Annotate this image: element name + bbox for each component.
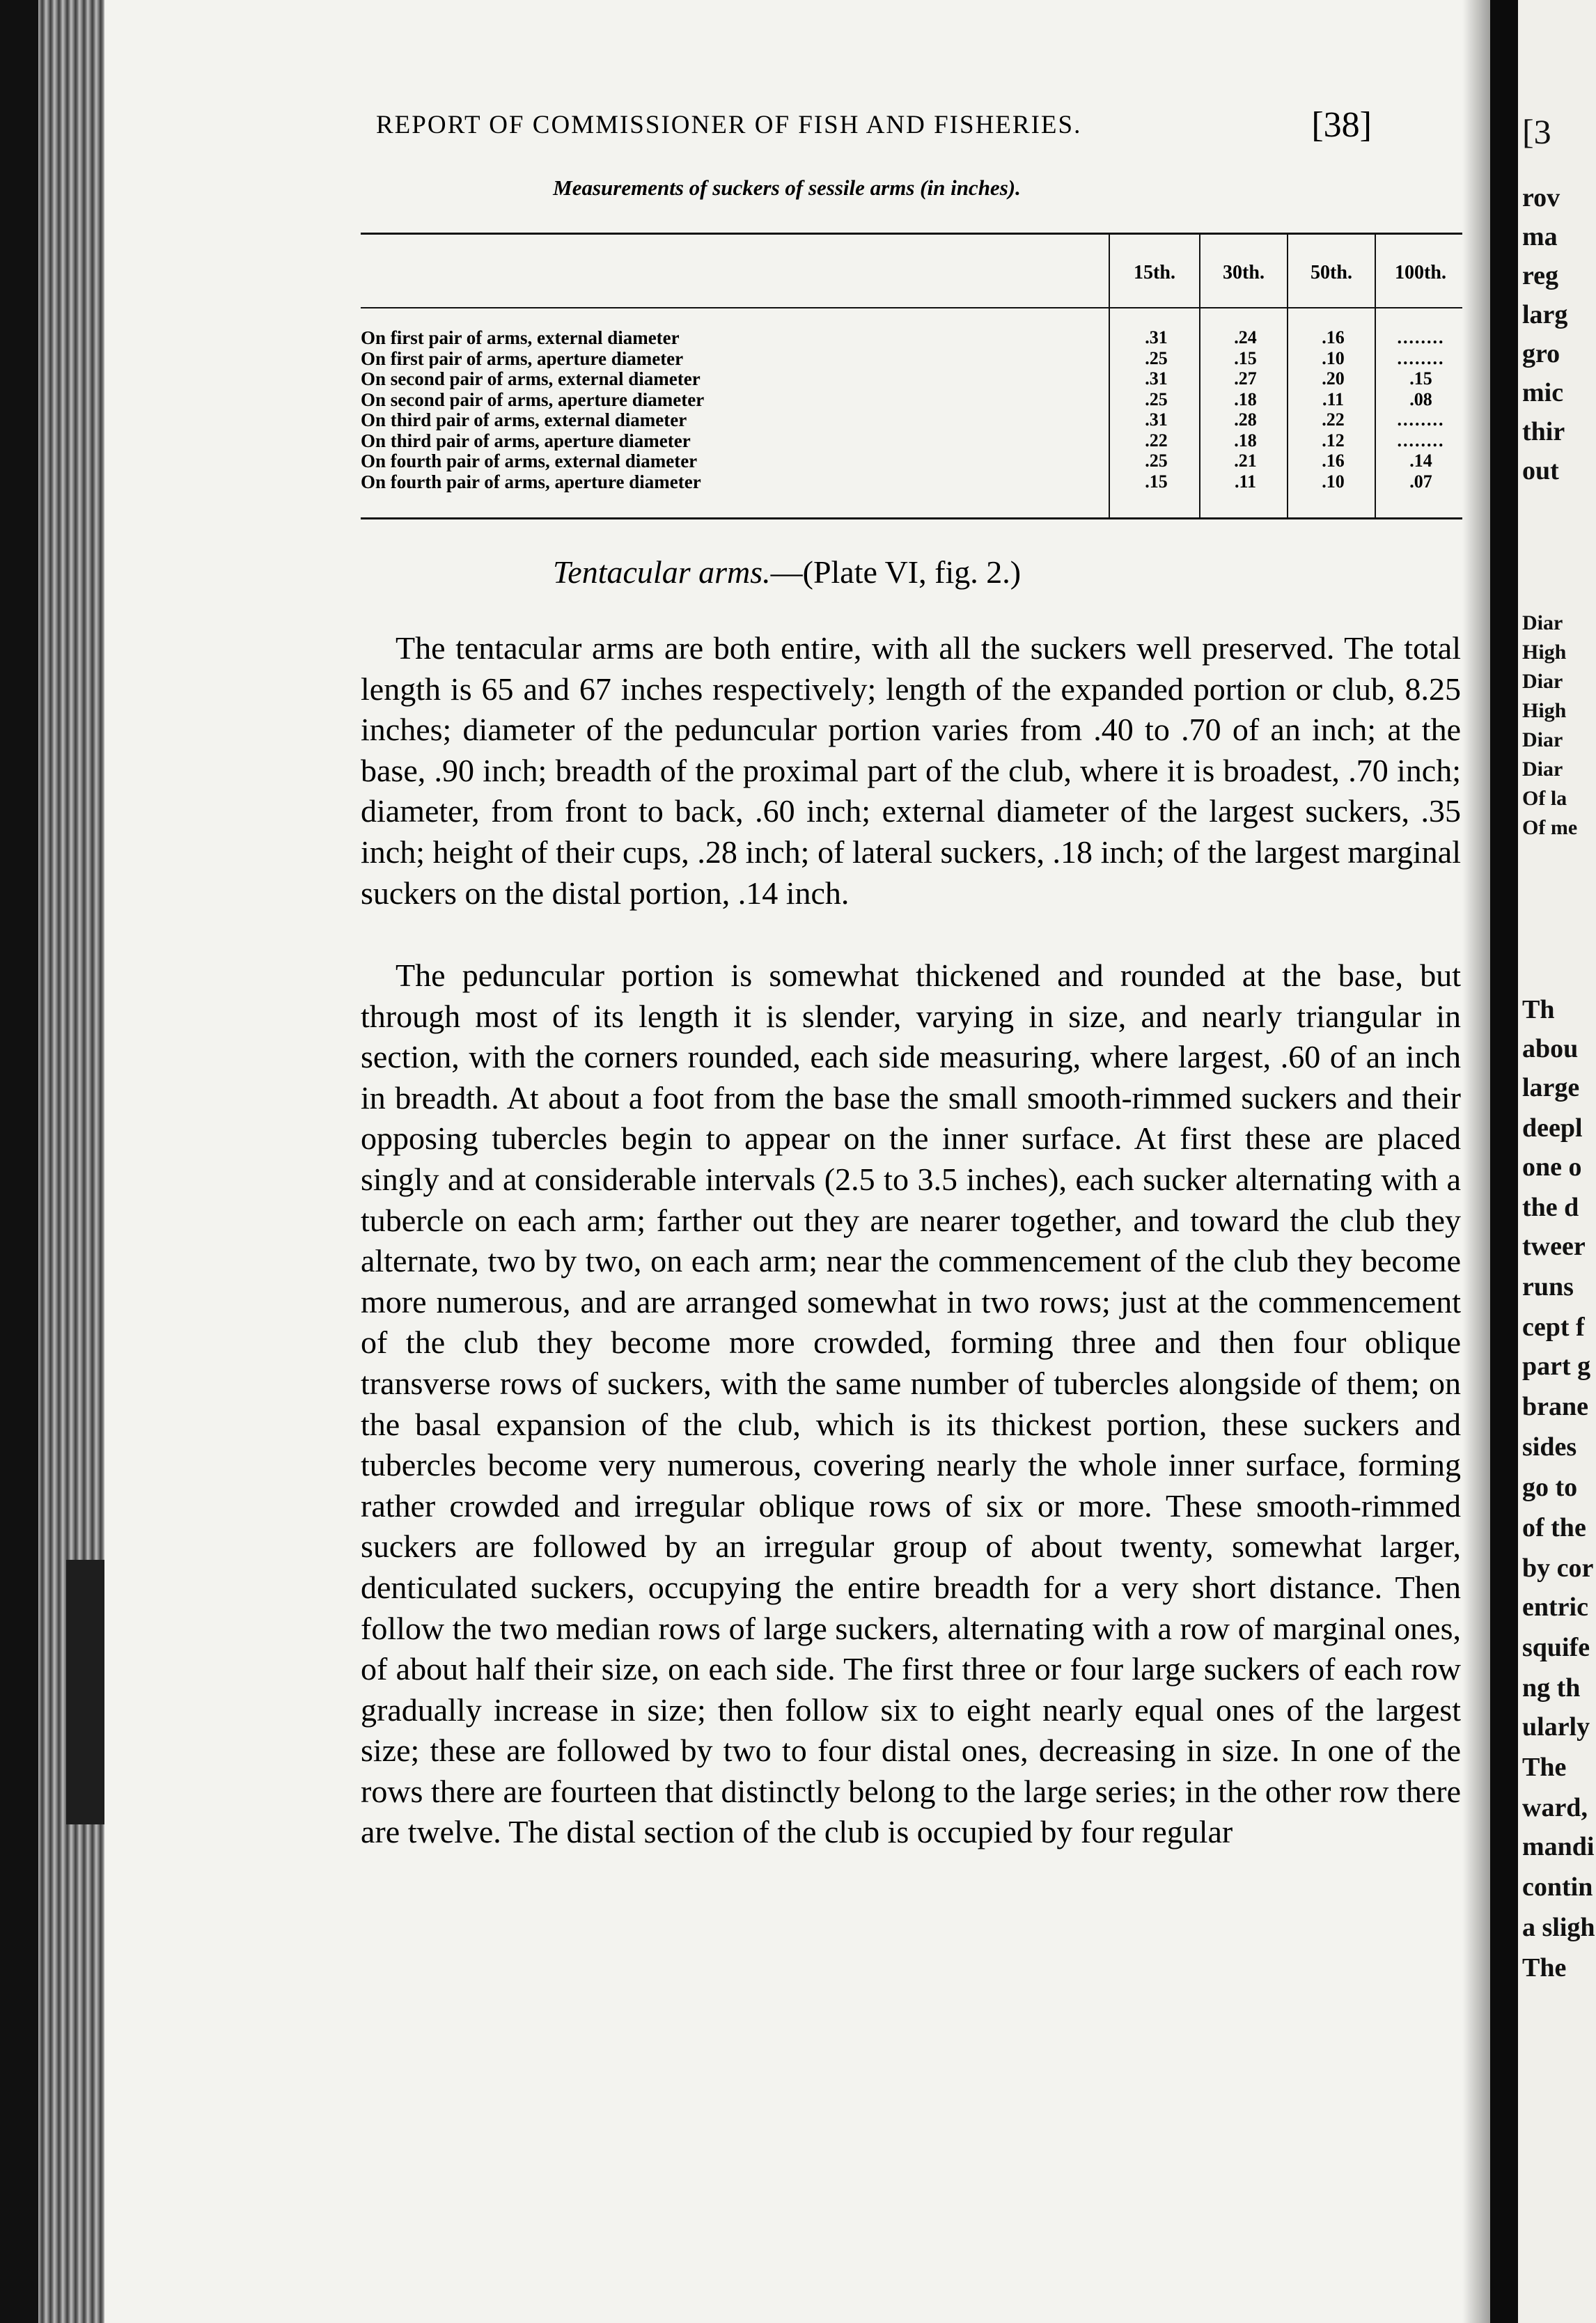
table-row-label [361,471,1106,492]
table-cell: .07 [1409,471,1432,492]
table-cell: .25 [1145,451,1168,471]
table-cell: .18 [1234,389,1257,409]
table-row-label [361,327,1106,348]
table-row-label [361,430,1106,451]
adjacent-page-fragment: ma [1522,222,1558,251]
adjacent-page-fragment: ward, [1522,1793,1588,1822]
adjacent-page-fragment: [3 [1522,112,1551,151]
table-row [361,471,1462,492]
table-cell: .22 [1145,430,1168,451]
adjacent-page-fragment: mic [1522,378,1564,407]
adjacent-page-fragment: go to [1522,1473,1578,1502]
adjacent-page-fragment: The [1522,1953,1567,1982]
table-cell: .15 [1145,471,1168,492]
table-cell: .16 [1322,327,1345,347]
table-column-header: 50th. [1311,262,1352,283]
adjacent-page-fragment: High [1522,699,1567,722]
table-row [361,451,1462,471]
table-row [361,430,1462,451]
table-cell: .20 [1322,368,1345,389]
table-cell: .15 [1409,368,1432,389]
page-number: [38] [1311,105,1372,145]
table-bottom-rule [361,517,1462,519]
table-cell: .11 [1234,471,1257,492]
body-paragraph [361,955,1461,1853]
table-cell [1377,348,1464,369]
table-cell: .08 [1409,389,1432,409]
table-cell: .11 [1322,389,1345,409]
running-head [376,104,1372,146]
table-cell: .24 [1234,327,1257,347]
page-gutter [1490,0,1518,2323]
adjacent-page-fragment: ng th [1522,1673,1581,1703]
adjacent-page-fragment: squife [1522,1633,1590,1662]
adjacent-page-fragment: The [1522,1753,1567,1782]
table-cell: .15 [1234,347,1257,368]
adjacent-page-fragment: of the [1522,1513,1586,1542]
adjacent-page-fragment: High [1522,641,1567,664]
adjacent-page-fragment: reg [1522,261,1559,290]
section-heading [348,554,1226,590]
row-label-text: On second pair of arms, external diameter [361,368,703,389]
adjacent-page-fragment: abou [1522,1034,1579,1063]
row-label-text: On fourth pair of arms, external diameter [361,451,700,471]
table-cell: .18 [1234,430,1257,451]
table-cell: .31 [1145,368,1168,389]
table-top-rule [361,233,1462,235]
paragraph-text: The peduncular portion is somewhat thickened and rounded at the base, but through most of its length it is slender, varying in size, and nearly triangular in section, with the corners rounded, each side measuring, where largest, .60 of an inch in breadth. At about a foot from the base the small smooth-rimmed suckers and their opposing tubercles begin to appear on the inner surface. At first these are placed singly and at considerable intervals (2.5 to 3.5 inches), each sucker alternating with a tubercle on each arm; farther out they are nearer together, and toward the club they alternate, two by two, on each arm; near the commencement of the club they become more numerous, and are arranged somewhat in two rows; just at the commencement of the club they become more crowded, forming three and then four oblique transverse rows of suckers, with the same number of tubercles alongside of them; on the basal expansion of the club, which is its thickest portion, these suckers and tubercles become very numerous, covering nearly the whole inner surface, forming rather crowded and irregular oblique rows of six or more. These smooth-rimmed suckers are followed by an irregular group of about twenty, somewhat larger, denticulated suckers, occupying the entire breadth for a very short distance. Then follow the two median rows of large suckers, alternating with a row of marginal ones, of about half their size, on each side. The first three or four large suckers of each row gradually increase in size; then follow six to eight nearly equal ones of the largest size; these are followed by two to four distal ones, decreasing in size. In one of the rows there are fourteen that distinctly belong to the large series; in the other row there are twelve. The distal section of the club is occupied by four regular [361,957,1461,1850]
table-cell: .28 [1234,409,1257,430]
adjacent-page-fragment: larg [1522,300,1568,329]
table-row [361,348,1462,369]
adjacent-page-fragment: brane [1522,1392,1588,1421]
section-heading-rest: —(Plate VI, fig. 2.) [770,554,1022,590]
adjacent-page-fragment: mandi [1522,1832,1595,1861]
table-row [361,409,1462,430]
adjacent-page-fragment: by cor [1522,1554,1594,1583]
row-label-text: On second pair of arms, aperture diameter [361,389,707,410]
table-cell [1377,409,1464,430]
row-label-text: On first pair of arms, aperture diameter [361,348,686,369]
table-cell [1377,327,1464,348]
row-label-text: On third pair of arms, external diameter [361,409,689,430]
adjacent-page-fragment: contin [1522,1872,1593,1902]
row-label-text: On first pair of arms, external diameter [361,327,682,348]
adjacent-page-fragment: Of la [1522,787,1567,810]
table-column-header: 30th. [1223,262,1265,283]
adjacent-page-fragment: Diar [1522,758,1563,781]
table-cell: .10 [1322,471,1345,492]
binding-tab [66,1560,104,1824]
table-row-label [361,348,1106,369]
table-cell: .10 [1322,347,1345,368]
adjacent-page-fragment: Diar [1522,611,1563,634]
adjacent-page-fragment: part g [1522,1352,1591,1381]
row-label-text: On third pair of arms, aperture diameter [361,430,694,451]
table-cell: .14 [1409,451,1432,471]
table-cell: .21 [1234,451,1257,471]
table-row [361,327,1462,348]
table-cell: .22 [1322,409,1345,430]
table-cell: .31 [1145,409,1168,430]
table-row [361,368,1462,389]
adjacent-page-fragment: Diar [1522,728,1563,751]
table-header-rule [361,307,1462,308]
adjacent-page-fragment: Th [1522,995,1555,1024]
section-heading-italic: Tentacular arms. [552,554,771,590]
table-cell: .31 [1145,327,1168,347]
table-row-label [361,451,1106,471]
adjacent-page-fragment: runs [1522,1272,1574,1301]
table-column-header: 15th. [1134,262,1175,283]
table-row-label [361,389,1106,410]
adjacent-page-fragment: ularly [1522,1712,1590,1742]
adjacent-page-fragment: Diar [1522,670,1563,693]
table-cell: .12 [1322,430,1345,451]
table-cell: .25 [1145,389,1168,409]
table-cell: .27 [1234,368,1257,389]
adjacent-page-fragment: sides [1522,1432,1577,1462]
table-row [361,389,1462,410]
table-cell: .16 [1322,451,1345,471]
table-cell: .25 [1145,347,1168,368]
table-row-label [361,409,1106,430]
table-caption: Measurements of suckers of sessile arms (in inches). [553,175,1021,200]
running-title: REPORT OF COMMISSIONER OF FISH AND FISHERIES. [376,111,1082,139]
paragraph-text: The tentacular arms are both entire, with all the suckers well preserved. The total length is 65 and 67 inches respectively; length of the expanded portion or club, 8.25 inches; diameter of the peduncular portion varies from .40 to .70 of an inch; at the base, .90 inch; breadth of the proximal part of the club, where it is broadest, .70 inch; diameter, from front to back, .60 inch; external diameter of the largest suckers, .35 inch; height of their cups, .28 inch; of lateral suckers, .18 inch; of the largest marginal suckers on the distal portion, .14 inch. [361,630,1461,911]
adjacent-page-fragment: a sligh [1522,1913,1595,1942]
adjacent-page-fragment: rov [1522,183,1560,212]
adjacent-page-fragment: the d [1522,1193,1579,1222]
adjacent-page-fragment: thir [1522,417,1565,446]
adjacent-page-fragment: Of me [1522,816,1578,839]
table-row-label [361,368,1106,389]
adjacent-page-fragment: deepl [1522,1113,1583,1143]
adjacent-page-edge [1518,0,1596,2323]
adjacent-page-fragment: out [1522,456,1559,485]
adjacent-page-fragment: large [1522,1073,1580,1102]
table-cell [1377,430,1464,451]
adjacent-page-fragment: one o [1522,1152,1582,1182]
table-column-header: 100th. [1395,262,1446,283]
body-paragraph [361,628,1461,914]
adjacent-page-fragment: cept f [1522,1313,1585,1342]
binding-shadow [0,0,38,2323]
adjacent-page-fragment: tweer [1522,1232,1586,1261]
adjacent-page-fragment: gro [1522,339,1560,368]
row-label-text: On fourth pair of arms, aperture diameter [361,471,704,492]
adjacent-page-fragment: entric [1522,1593,1588,1622]
